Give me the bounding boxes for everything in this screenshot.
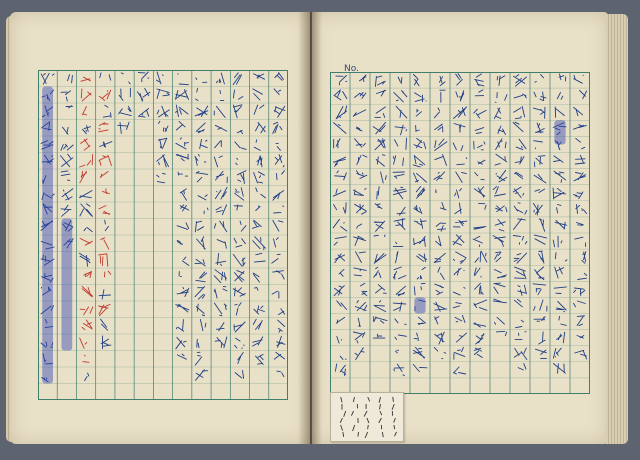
right-manuscript-grid: [330, 72, 590, 394]
right-page-edges: [606, 14, 628, 444]
page-number-label: No.: [344, 64, 359, 74]
left-manuscript-grid: [38, 70, 288, 400]
handwritten-sticky-note: [330, 392, 404, 442]
book-spine: [298, 12, 322, 444]
